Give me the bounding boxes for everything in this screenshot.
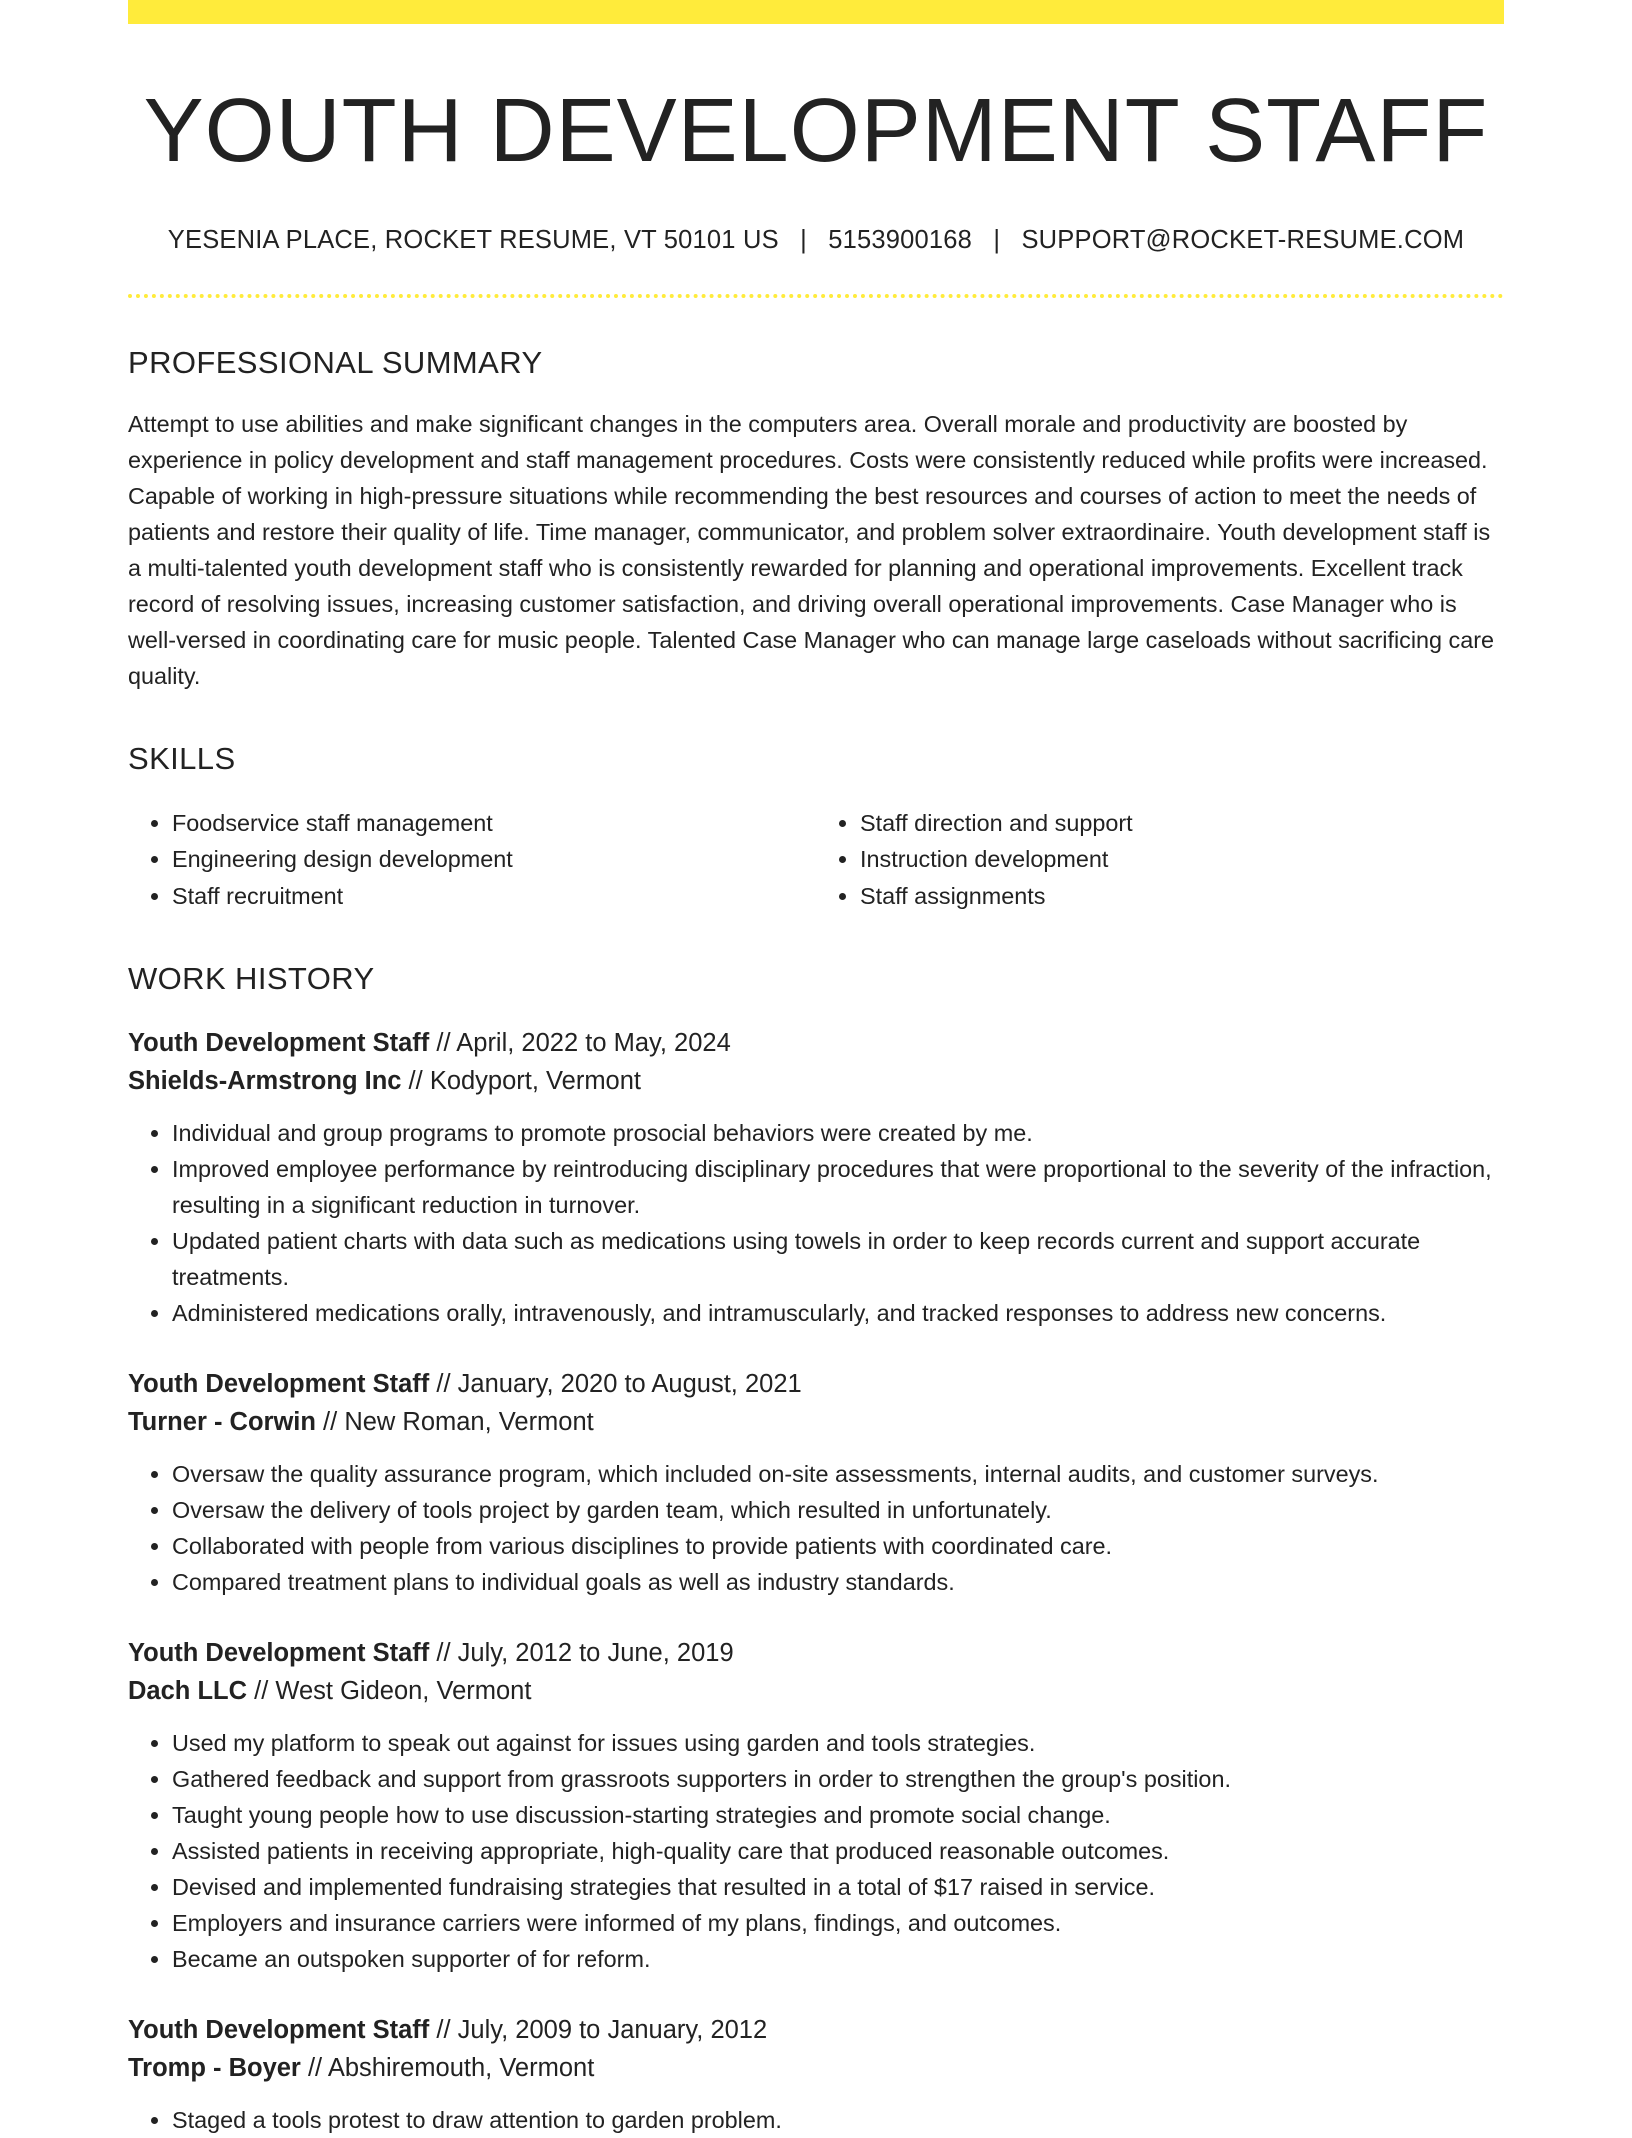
job-title: Youth Development Staff [128, 1028, 430, 1057]
job-company: Shields-Armstrong Inc [128, 1067, 402, 1096]
job-company-line [128, 1403, 1504, 1442]
skill-item: • Engineering design development [172, 841, 816, 878]
job-separator: // [323, 1408, 338, 1437]
job-bullet: • Improved employee performance by reintroducing disciplinary procedures that were proportional to the severity of the infraction, resulting in a significant reduction in turnover. [172, 1151, 1504, 1223]
skill-item: • Staff direction and support [860, 805, 1504, 842]
job-separator: // [436, 1638, 451, 1667]
job-company-line [128, 1672, 1504, 1711]
job-bullet: • Used my platform to speak out against for issues using garden and tools strategies. [172, 1725, 1504, 1761]
contact-address: YESENIA PLACE, ROCKET RESUME, VT 50101 US [167, 226, 779, 254]
job-bullets [128, 2102, 1504, 2138]
resume-title: YOUTH DEVELOPMENT STAFF [143, 81, 1489, 181]
job-separator: // [254, 1677, 269, 1706]
skills-column-left [128, 805, 816, 915]
job-bullet: • Compared treatment plans to individual goals as well as industry standards. [172, 1564, 1504, 1600]
job-entry [128, 1634, 1504, 1977]
job-company: Tromp - Boyer [128, 2054, 301, 2083]
job-location: Kodyport, Vermont [429, 1067, 642, 1096]
job-title: Youth Development Staff [128, 1369, 430, 1398]
job-separator: // [408, 1067, 423, 1096]
job-bullet: • Devised and implemented fundraising strategies that resulted in a total of $17 raised in service. [172, 1869, 1504, 1905]
job-bullet: • Updated patient charts with data such as medications using towels in order to keep records current and support accurate treatments. [172, 1223, 1504, 1295]
job-bullet: • Oversaw the delivery of tools project by garden team, which resulted in unfortunately. [172, 1492, 1504, 1528]
dotted-divider [128, 294, 1504, 298]
contact-phone: 5153900168 [828, 226, 973, 254]
skill-item: • Staff recruitment [172, 878, 816, 915]
contact-line [128, 225, 1504, 256]
job-title: Youth Development Staff [128, 1638, 430, 1667]
job-bullet: • Gathered feedback and support from grassroots supporters in order to strengthen the group's position. [172, 1761, 1504, 1797]
job-entry [128, 1365, 1504, 1600]
resume-page [128, 0, 1504, 2133]
summary-text: Attempt to use abilities and make significant changes in the computers area. Overall morale and productivity are boosted by experience in policy development and staff management procedures. Costs were consistently reduced while profits were increased. Capable of working in high-pressure situations while recommending the best resources and courses of action to meet the needs of patients and restore their quality of life. Time manager, communicator, and problem solver extraordinaire. Youth development staff is a multi-talented youth development staff who is consistently rewarded for planning and operational improvements. Excellent track record of resolving issues, increasing customer satisfaction, and driving overall operational improvements. Case Manager who is well-versed in coordinating care for music people. Talented Case Manager who can manage large caseloads without sacrificing care quality. [128, 410, 1495, 689]
contact-separator: | [800, 226, 807, 254]
job-dates: April, 2022 to May, 2024 [456, 1028, 731, 1057]
job-separator: // [307, 2054, 323, 2083]
skills-list [128, 805, 1504, 915]
job-title-line [128, 1634, 1504, 1673]
job-entry [128, 2011, 1504, 2138]
job-bullets [128, 1115, 1504, 1331]
job-bullet: • Taught young people how to use discussion-starting strategies and promote social change. [172, 1797, 1504, 1833]
job-company-line [128, 2049, 1504, 2088]
job-entry [128, 1024, 1504, 1331]
job-bullet: • Individual and group programs to promote prosocial behaviors were created by me. [172, 1115, 1504, 1151]
job-bullets [128, 1456, 1504, 1600]
skills-heading: SKILLS [128, 740, 236, 776]
job-company-line [128, 1062, 1504, 1101]
skill-item: • Staff assignments [860, 878, 1504, 915]
job-location: Abshiremouth, Vermont [327, 2054, 595, 2083]
job-title: Youth Development Staff [128, 2015, 430, 2044]
job-bullets [128, 1725, 1504, 1977]
job-separator: // [436, 2015, 451, 2044]
job-title-line [128, 1365, 1504, 1404]
job-dates: July, 2012 to June, 2019 [457, 1638, 734, 1667]
job-title-line [128, 2011, 1504, 2050]
job-bullet: • Oversaw the quality assurance program, which included on-site assessments, internal audits, and customer surveys. [172, 1456, 1504, 1492]
contact-separator: | [993, 226, 1001, 254]
job-bullet: • Employers and insurance carriers were informed of my plans, findings, and outcomes. [172, 1905, 1504, 1941]
job-location: West Gideon, Vermont [275, 1677, 532, 1706]
job-dates: July, 2009 to January, 2012 [457, 2015, 768, 2044]
skill-item: • Instruction development [860, 841, 1504, 878]
job-bullet: • Became an outspoken supporter of for reform. [172, 1941, 1504, 1977]
work-history-heading: WORK HISTORY [128, 961, 375, 997]
job-company: Dach LLC [128, 1677, 248, 1706]
job-bullet: • Assisted patients in receiving appropriate, high-quality care that produced reasonable outcomes. [172, 1833, 1504, 1869]
job-location: New Roman, Vermont [344, 1408, 594, 1437]
job-dates: January, 2020 to August, 2021 [457, 1369, 802, 1398]
skills-column-right [816, 805, 1504, 915]
contact-email: SUPPORT@ROCKET-RESUME.COM [1021, 226, 1465, 254]
job-separator: // [436, 1369, 451, 1398]
job-bullet: • Staged a tools protest to draw attention to garden problem. [172, 2102, 1504, 2138]
job-title-line [128, 1024, 1504, 1063]
summary-heading: PROFESSIONAL SUMMARY [128, 344, 543, 380]
job-separator: // [436, 1028, 451, 1057]
skill-item: • Foodservice staff management [172, 805, 816, 842]
accent-top-bar [128, 0, 1504, 24]
job-bullet: • Administered medications orally, intravenously, and intramuscularly, and tracked responses to address new concerns. [172, 1295, 1504, 1331]
job-company: Turner - Corwin [128, 1408, 316, 1437]
job-bullet: • Collaborated with people from various disciplines to provide patients with coordinated care. [172, 1528, 1504, 1564]
